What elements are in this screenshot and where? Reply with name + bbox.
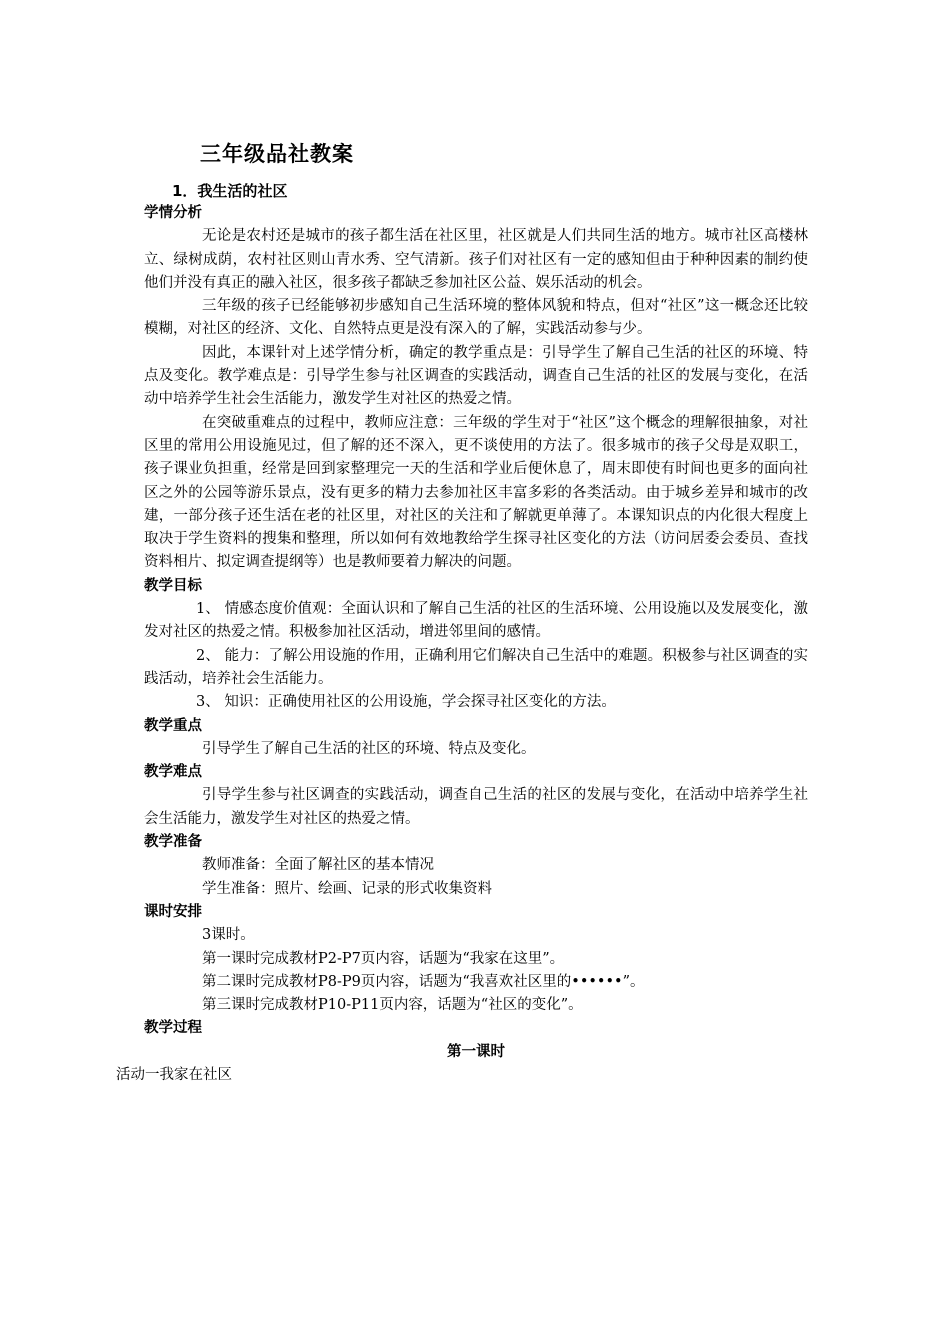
section-heading-focus: 教学重点 bbox=[144, 717, 202, 734]
activity-heading: 活动一我家在社区 bbox=[116, 1066, 232, 1083]
document-title: 三年级品社教案 bbox=[200, 142, 354, 166]
teacher-preparation: 教师准备：全面了解社区的基本情况 bbox=[202, 857, 434, 874]
analysis-paragraph: 三年级的孩子已经能够初步感知自己生活环境的整体风貌和特点，但对“社区”这一概念还比较模糊，对社区的经济、文化、自然特点更是没有深入的了解，实践活动参与少。 bbox=[144, 298, 808, 338]
analysis-paragraph: 无论是农村还是城市的孩子都生活在社区里，社区就是人们共同生活的地方。城市社区高楼林立、绿树成荫，农村社区则山青水秀、空气清新。孩子们对社区有一定的感知但由于种种因素的制约使他们并没有真正的融入社区，很多孩子都缺乏参加社区公益、娱乐活动的机会。 bbox=[144, 228, 808, 291]
analysis-paragraph: 因此，本课针对上述学情分析，确定的教学重点是：引导学生了解自己生活的社区的环境、特点及变化。教学难点是：引导学生参与社区调查的实践活动，调查自己生活的社区的发展与变化，在活动中培养学生社会生活能力，激发学生对社区的热爱之情。 bbox=[144, 344, 808, 408]
section-heading-analysis: 学情分析 bbox=[144, 205, 202, 221]
goal-item: 1、 情感态度价值观：全面认识和了解自己生活的社区的生活环境、公用设施以及发展变化，激发对社区的热爱之情。积极参加社区活动，增进邻里间的感情。 bbox=[144, 601, 808, 641]
student-preparation: 学生准备：照片、绘画、记录的形式收集资料 bbox=[202, 880, 492, 897]
analysis-paragraph: 在突破重难点的过程中，教师应注意：三年级的学生对于“社区”这个概念的理解很抽象，对社区里的常用公用设施见过，但了解的还不深入，更不谈使用的方法了。很多城市的孩子父母是双职工，孩子课业负担重，经常是回到家整理完一天的生活和学业后便休息了，周末即使有时间也更多的面向社区之外的公园等游乐景点，没有更多的精力去参加社区丰富多彩的各类活动。由于城乡差异和城市的改建，一部分孩子还生活在老的社区里，对社区的关注和了解就更单薄了。本课知识点的内化很大程度上取决于学生资料的搜集和整理，所以如何有效地教给学生探寻社区变化的方法（访问居委会委员、查找资料相片、拟定调查提纲等）也是教师要着力解决的问题。 bbox=[144, 414, 808, 571]
lesson-heading: 1．我生活的社区 bbox=[172, 182, 288, 200]
section-heading-difficulty: 教学难点 bbox=[144, 764, 202, 781]
schedule-line: 第二课时完成教材P8-P9页内容，话题为“我喜欢社区里的••••••”。 bbox=[202, 973, 645, 990]
goal-item: 3、 知识：正确使用社区的公用设施，学会探寻社区变化的方法。 bbox=[196, 694, 616, 711]
schedule-line: 第一课时完成教材P2-P7页内容，话题为“我家在这里”。 bbox=[202, 950, 565, 967]
schedule-line: 3课时。 bbox=[202, 927, 255, 944]
schedule-line: 第三课时完成教材P10-P11页内容，话题为“社区的变化”。 bbox=[202, 997, 583, 1014]
focus-text: 引导学生了解自己生活的社区的环境、特点及变化。 bbox=[202, 740, 536, 757]
section-heading-goals: 教学目标 bbox=[144, 577, 202, 594]
section-heading-preparation: 教学准备 bbox=[144, 834, 202, 851]
document-body bbox=[116, 202, 808, 1087]
section-heading-schedule: 课时安排 bbox=[144, 903, 202, 920]
goal-item: 2、 能力：了解公用设施的作用，正确利用它们解决自己生活中的难题。积极参与社区调查的实践活动，培养社会生活能力。 bbox=[144, 647, 808, 687]
period-heading: 第一课时 bbox=[447, 1043, 505, 1060]
difficulty-text: 引导学生参与社区调查的实践活动，调查自己生活的社区的发展与变化，在活动中培养学生社会生活能力，激发学生对社区的热爱之情。 bbox=[144, 787, 808, 827]
section-heading-process: 教学过程 bbox=[144, 1020, 202, 1037]
